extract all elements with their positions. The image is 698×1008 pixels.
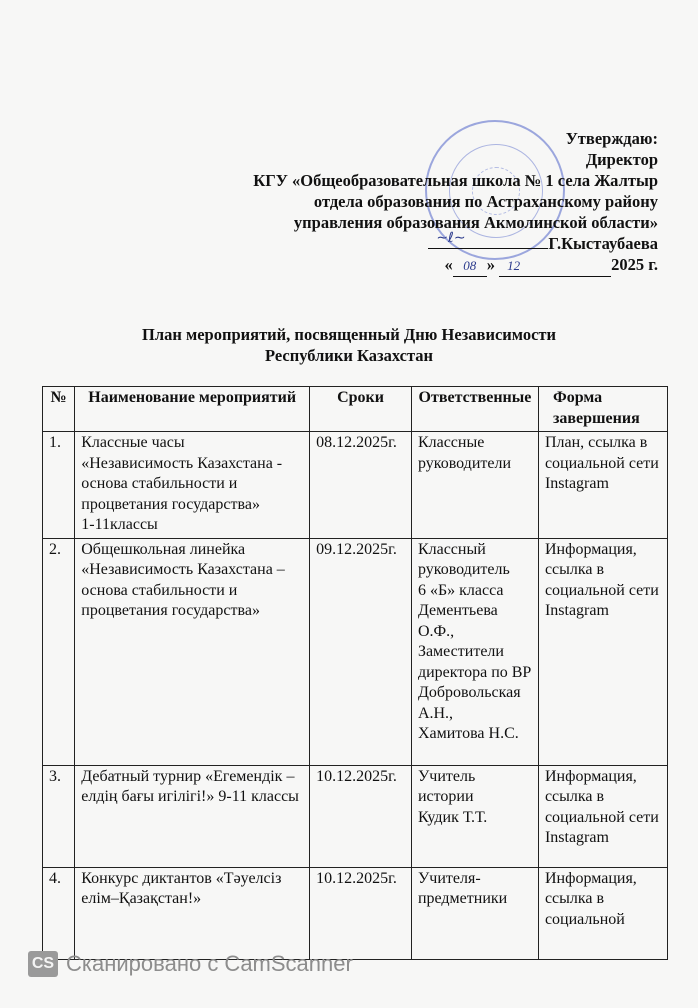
event-completion-form: Информация, ссылка в социальной [538,867,667,959]
table-row [43,538,668,765]
approval-org-line3: управления образования Акмолинской области» [293,213,658,232]
event-responsible: Учитель истории Кудик Т.Т. [411,765,538,867]
header-responsible: Ответственные [411,387,538,432]
table-header-row [43,387,668,432]
event-name: Классные часы «Независимость Казахстана - основа стабильности и процветания государства» 1-11классы [75,432,310,539]
event-name: Дебатный турнир «Егемендік – елдің бағы игілігі!» 9-11 классы [75,765,310,867]
date-quote-close: » [486,255,495,274]
watermark-text: Сканировано с CamScanner [66,951,353,976]
handwritten-signature-icon: ∼ℓ∼ [436,230,466,246]
event-completion-form: Информация, ссылка в социальной сети Instagram [538,765,667,867]
event-completion-form: План, ссылка в социальной сети Instagram [538,432,667,539]
title-line1: План мероприятий, посвященный Дню Независимости [141,325,556,344]
row-number: 4. [43,867,75,959]
event-responsible: Классный руководитель 6 «Б» класса Дементьева О.Ф., Заместители директора по ВР Добровольская А.Н., Хамитова Н.С. [411,538,538,765]
approval-heading: Утверждаю: [565,129,658,148]
event-date: 08.12.2025г. [310,432,412,539]
table-row [43,765,668,867]
signature-row [218,230,658,254]
table-row [43,432,668,539]
date-day: 08 [453,255,487,277]
event-name: Конкурс диктантов «Тәуелсіз елім–Қазақстан!» [75,867,310,959]
approval-org-line1: КГУ «Общеобразовательная школа № 1 села Жалтыр [253,171,658,190]
event-date: 10.12.2025г. [310,765,412,867]
row-number: 3. [43,765,75,867]
title-line2: Республики Казахстан [264,346,434,365]
row-number: 2. [43,538,75,765]
camscanner-logo-icon: CS [28,951,58,977]
event-name: Общешкольная линейка «Независимость Казахстана – основа стабильности и процветания государства» [75,538,310,765]
camscanner-watermark [28,951,353,977]
date-month: 12 [499,255,611,277]
events-table [42,386,668,960]
signatory-name: Г.Кыстаубаева [548,234,658,253]
table-row [43,867,668,959]
header-number: № [43,387,75,432]
row-number: 1. [43,432,75,539]
approval-block [218,128,658,277]
approval-date [218,254,658,277]
event-date: 09.12.2025г. [310,538,412,765]
event-date: 10.12.2025г. [310,867,412,959]
date-quote-open: « [444,255,453,274]
document-title [0,324,698,366]
approval-org-line2: отдела образования по Астраханскому району [313,192,658,211]
date-year: 2025 г. [611,255,658,274]
event-responsible: Учителя-предметники [411,867,538,959]
header-completion-form: Форма завершения [538,387,667,432]
signature-line [428,230,548,249]
header-dates: Сроки [310,387,412,432]
event-responsible: Классные руководители [411,432,538,539]
event-completion-form: Информация, ссылка в социальной сети Instagram [538,538,667,765]
approval-position: Директор [585,150,658,169]
header-event-name: Наименование мероприятий [75,387,310,432]
